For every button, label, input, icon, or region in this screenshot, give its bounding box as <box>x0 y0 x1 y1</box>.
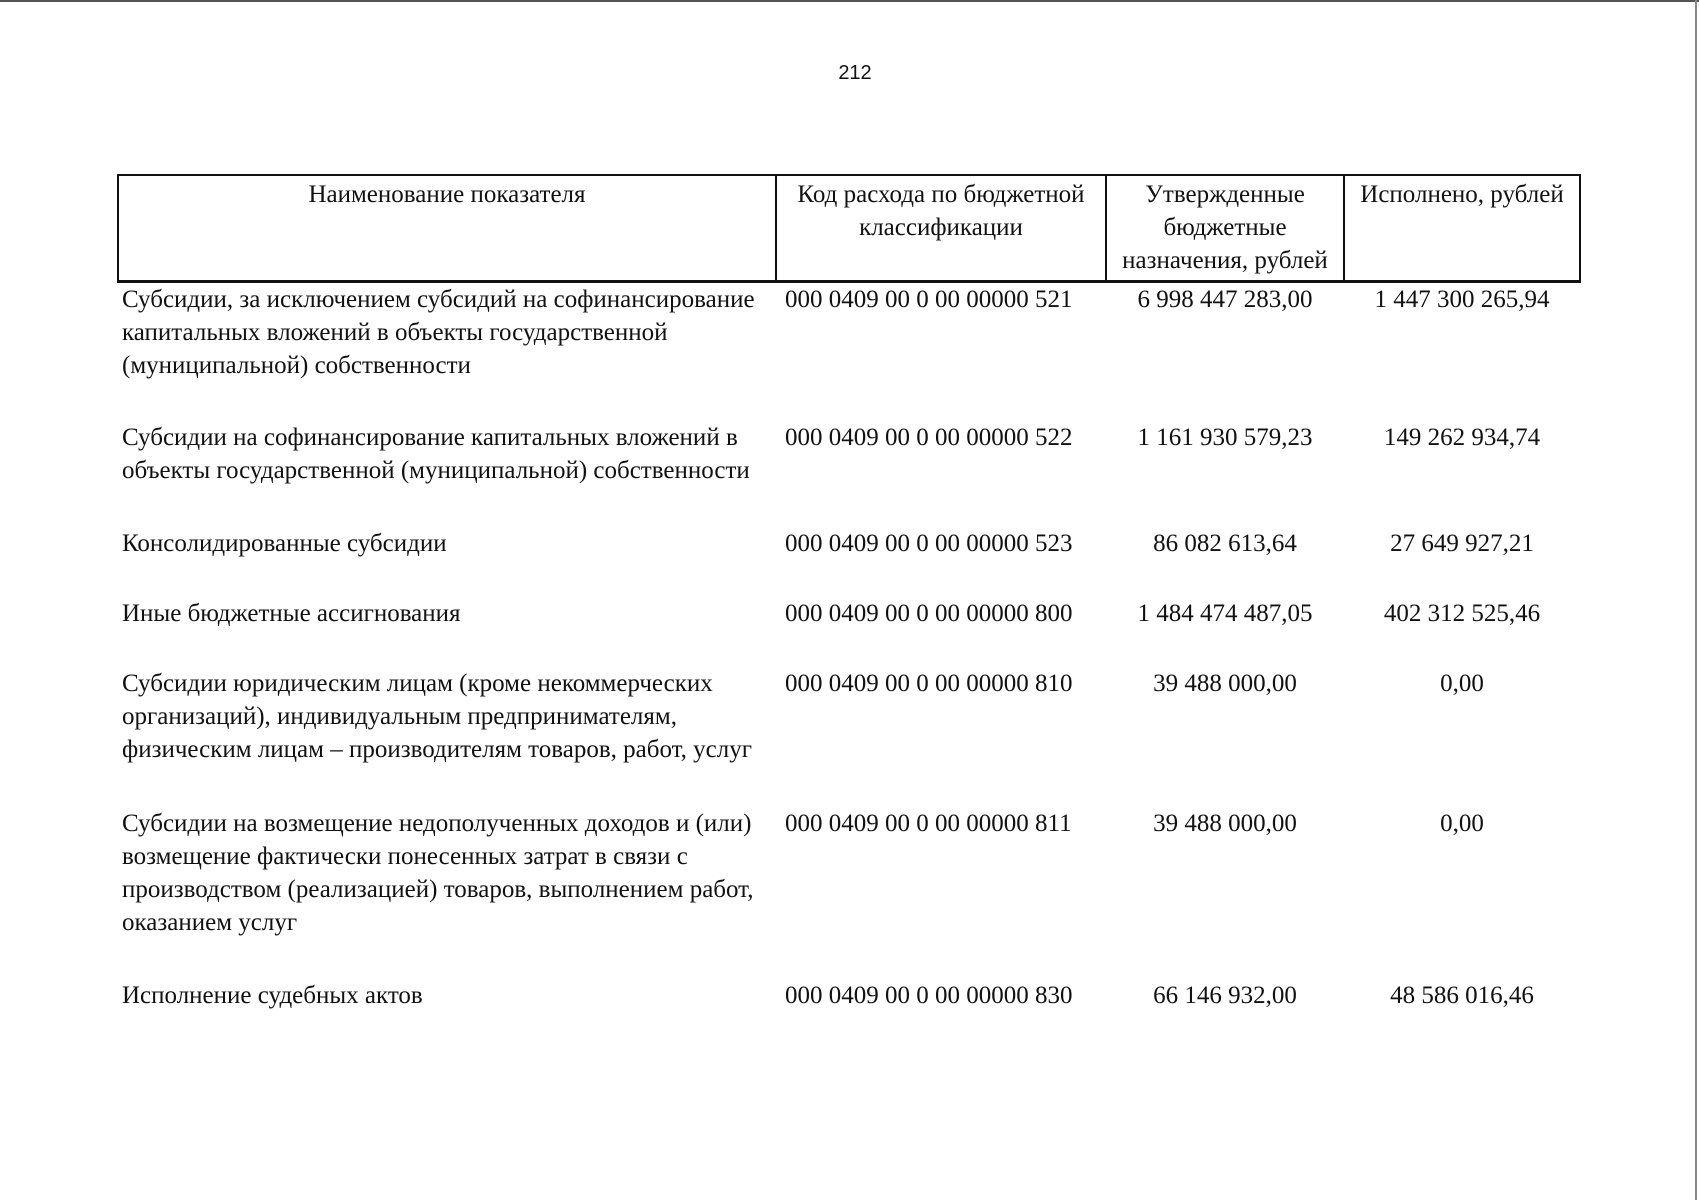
row-executed: 0,00 <box>1440 810 1484 837</box>
row-name: Субсидии юридическим лицам (кроме некоммерческих организаций), индивидуальным предпринимателям, физическим лицам – производителям товаров, работ, услуг <box>122 670 753 763</box>
row-code: 000 0409 00 0 00 00000 830 <box>785 982 1073 1009</box>
row-approved: 39 488 000,00 <box>1153 670 1297 697</box>
table-row <box>118 979 1580 1039</box>
table-row <box>118 667 1580 807</box>
header-expense-code: Код расхода по бюджетной классификации <box>776 175 1106 282</box>
budget-execution-table <box>117 174 1581 1039</box>
row-executed: 0,00 <box>1440 670 1484 697</box>
row-approved: 6 998 447 283,00 <box>1137 286 1313 313</box>
row-approved: 66 146 932,00 <box>1153 982 1297 1009</box>
row-approved: 39 488 000,00 <box>1153 810 1297 837</box>
table-row <box>118 807 1580 979</box>
row-executed: 1 447 300 265,94 <box>1374 286 1550 313</box>
header-approved-amount: Утвержденные бюджетные назначения, рублей <box>1106 175 1344 282</box>
row-name: Субсидии на софинансирование капитальных вложений в объекты государственной (муниципальной) собственности <box>122 424 750 484</box>
table-header <box>118 175 1580 282</box>
row-executed: 27 649 927,21 <box>1390 530 1534 557</box>
header-indicator-name: Наименование показателя <box>118 175 776 282</box>
scan-edge-top <box>0 0 1699 2</box>
row-executed: 48 586 016,46 <box>1390 982 1534 1009</box>
table-row <box>118 282 1580 422</box>
row-code: 000 0409 00 0 00 00000 810 <box>785 670 1073 697</box>
row-name: Консолидированные субсидии <box>122 530 447 557</box>
header-row <box>118 175 1580 282</box>
row-name: Иные бюджетные ассигнования <box>122 600 461 627</box>
row-code: 000 0409 00 0 00 00000 811 <box>785 810 1072 837</box>
page-number: 212 <box>838 62 872 84</box>
header-executed-amount: Исполнено, рублей <box>1344 175 1580 282</box>
row-approved: 86 082 613,64 <box>1153 530 1297 557</box>
row-name: Исполнение судебных актов <box>122 982 423 1009</box>
table-row <box>118 597 1580 667</box>
row-code: 000 0409 00 0 00 00000 522 <box>785 424 1073 451</box>
table-row <box>118 421 1580 527</box>
table-body <box>118 282 1580 1040</box>
row-name: Субсидии, за исключением субсидий на софинансирование капитальных вложений в объекты государственной (муниципальной) собственности <box>122 286 755 379</box>
row-executed: 402 312 525,46 <box>1383 600 1541 627</box>
row-approved: 1 484 474 487,05 <box>1137 600 1313 627</box>
table-row <box>118 527 1580 597</box>
row-code: 000 0409 00 0 00 00000 800 <box>785 600 1073 627</box>
row-code: 000 0409 00 0 00 00000 523 <box>785 530 1073 557</box>
row-code: 000 0409 00 0 00 00000 521 <box>785 286 1073 313</box>
scan-edge-right <box>1695 0 1697 1200</box>
row-executed: 149 262 934,74 <box>1383 424 1541 451</box>
row-name: Субсидии на возмещение недополученных доходов и (или) возмещение фактически понесенных затрат в связи с производством (реализацией) товаров, выполнением работ, оказанием услуг <box>122 810 754 936</box>
row-approved: 1 161 930 579,23 <box>1137 424 1313 451</box>
